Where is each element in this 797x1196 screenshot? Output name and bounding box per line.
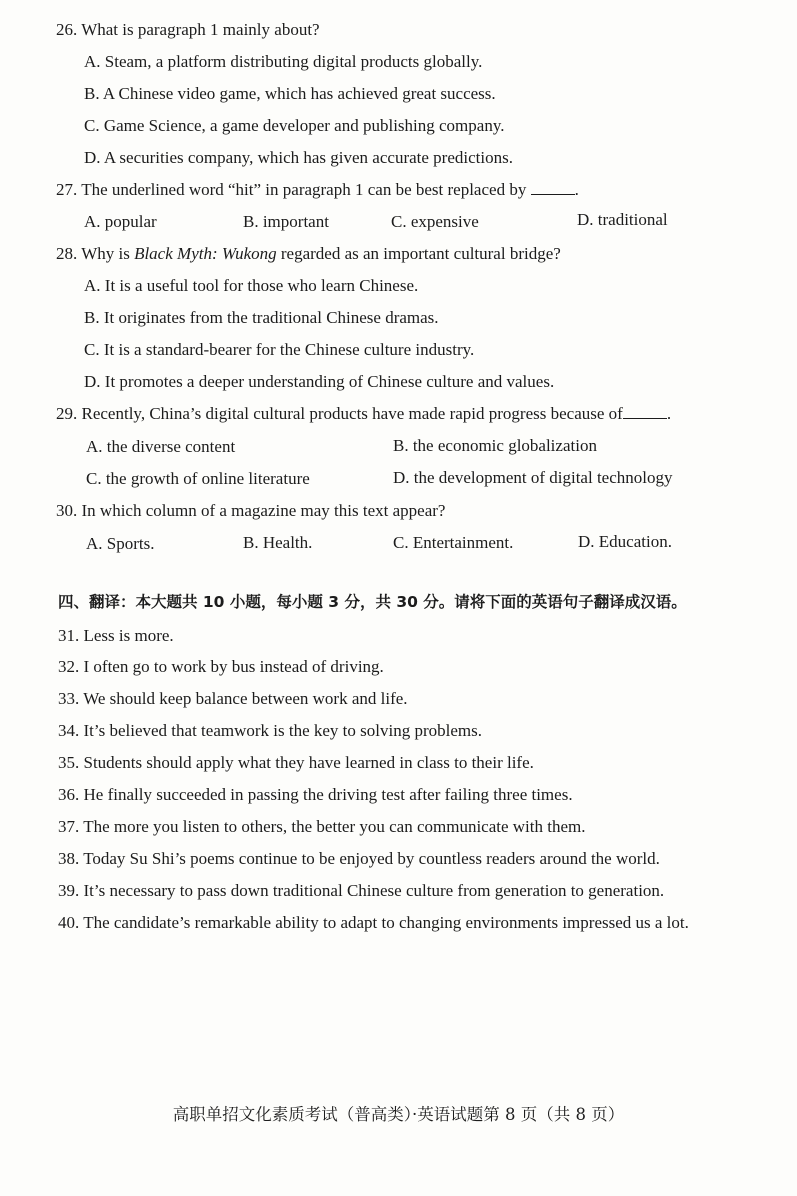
question-26-option-a: A. Steam, a platform distributing digital products globally.	[84, 52, 483, 71]
question-27-stem: 27. The underlined word “hit” in paragraph 1 can be best replaced by	[56, 180, 527, 199]
translation-item-36: 36. He finally succeeded in passing the driving test after failing three times.	[58, 785, 573, 804]
question-27-option-c: C. expensive	[391, 212, 479, 231]
question-27-option-b: B. important	[243, 212, 329, 231]
question-28-option-d: D. It promotes a deeper understanding of Chinese culture and values.	[84, 372, 555, 391]
question-29-option-d: D. the development of digital technology	[393, 468, 673, 487]
question-28-stem-pre: 28. Why is	[56, 244, 135, 263]
question-29-stem-end: .	[666, 404, 672, 423]
question-28-option-a: A. It is a useful tool for those who learn Chinese.	[84, 276, 419, 295]
translation-item-34: 34. It’s believed that teamwork is the key to solving problems.	[58, 721, 482, 740]
translation-item-33: 33. We should keep balance between work and life.	[58, 689, 408, 708]
question-30-option-b: B. Health.	[243, 533, 313, 552]
section-heading-translation: 四、翻译：本大题共 10 小题，每小题 3 分，共 30 分。请将下面的英语句子翻译成汉语。	[58, 593, 687, 611]
question-27-option-a: A. popular	[84, 212, 157, 231]
answer-blank	[531, 180, 575, 195]
question-28-option-c: C. It is a standard-bearer for the Chinese culture industry.	[84, 340, 475, 359]
question-30-option-d: D. Education.	[578, 532, 672, 551]
question-30-option-c: C. Entertainment.	[393, 533, 514, 552]
translation-item-37: 37. The more you listen to others, the better you can communicate with them.	[58, 817, 586, 836]
page-footer: 高职单招文化素质考试（普高类）·英语试题第 8 页（共 8 页）	[172, 1105, 625, 1124]
question-29-option-b: B. the economic globalization	[393, 436, 597, 455]
question-28-option-b: B. It originates from the traditional Chinese dramas.	[84, 308, 439, 327]
question-27-stem-line	[56, 179, 579, 201]
question-29-option-a: A. the diverse content	[86, 437, 236, 456]
question-26-option-b: B. A Chinese video game, which has achieved great success.	[84, 84, 496, 103]
answer-blank	[623, 404, 667, 419]
translation-item-40: 40. The candidate’s remarkable ability to adapt to changing environments impressed us a lot.	[58, 913, 689, 932]
translation-item-38: 38. Today Su Shi’s poems continue to be enjoyed by countless readers around the world.	[58, 849, 660, 868]
question-29-stem: 29. Recently, China’s digital cultural products have made rapid progress because of	[56, 404, 623, 423]
translation-item-39: 39. It’s necessary to pass down traditional Chinese culture from generation to generation.	[58, 881, 665, 900]
translation-item-32: 32. I often go to work by bus instead of driving.	[58, 657, 384, 676]
question-30-stem: 30. In which column of a magazine may this text appear?	[56, 501, 446, 520]
question-29-stem-line	[56, 403, 671, 425]
question-26-stem: 26. What is paragraph 1 mainly about?	[56, 20, 320, 39]
translation-item-31: 31. Less is more.	[58, 626, 174, 645]
question-26-option-c: C. Game Science, a game developer and publishing company.	[84, 116, 505, 135]
question-28-stem-post: regarded as an important cultural bridge?	[276, 244, 561, 263]
question-30-option-a: A. Sports.	[86, 534, 155, 553]
question-29-option-c: C. the growth of online literature	[86, 469, 310, 488]
question-28-stem-title: Black Myth: Wukong	[134, 244, 277, 263]
translation-item-35: 35. Students should apply what they have learned in class to their life.	[58, 753, 534, 772]
question-28-stem-line	[56, 243, 561, 265]
question-27-option-d: D. traditional	[577, 210, 668, 229]
question-27-stem-end: .	[574, 180, 579, 199]
question-26-option-d: D. A securities company, which has given accurate predictions.	[84, 148, 513, 167]
